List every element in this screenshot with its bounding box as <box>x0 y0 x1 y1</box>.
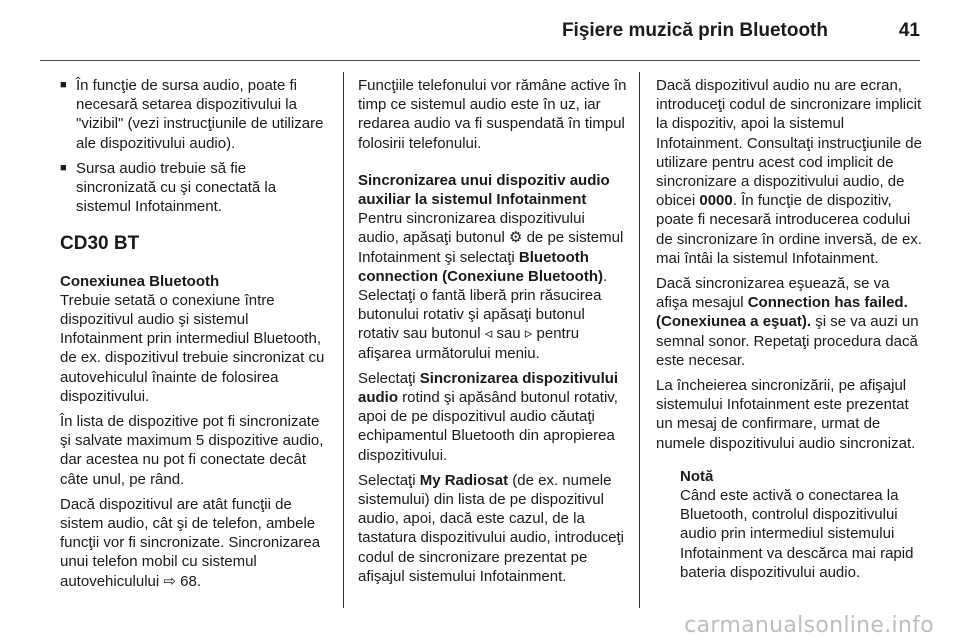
paragraph-text: Selectaţi <box>358 369 416 387</box>
subheading: Conexiunea Bluetooth <box>60 272 220 290</box>
paragraph-text: (de ex. numele sistemului) din lista de pe dispozitivul audio, apoi, dacă este cazul, de la tastatura dispozitivului audio, introduceţi codul de sincronizare prezentat pe afişajul sistemului Infotainment. <box>358 471 624 585</box>
note-title: Notă <box>680 467 714 485</box>
right-arrow-button-icon: ▹ <box>524 325 533 343</box>
paragraph: La încheierea sincronizării, pe afişajul sistemului Infotainment este prezentat un mesaj de confirmare, urmat de numele dispozitivului audio sincronizat. <box>656 377 916 452</box>
section-heading: CD30 BT <box>60 233 140 255</box>
bullet-text: Sursa audio trebuie să fie sincronizată cu şi conectată la sistemul Infotainment. <box>76 159 277 216</box>
page-reference-arrow-icon: ⇨ <box>163 572 176 590</box>
paragraph-text: sau <box>496 325 521 343</box>
paragraph-text: Dacă dispozitivul audio nu are ecran, introduceţi codul de sincronizare implicit la dispozitiv, apoi la sistemul Infotainment. Consultaţi instrucţiunile de utilizare pentru acest cod implicit de sincronizare a dispozitivului audio, de obicei <box>656 77 922 210</box>
note-box <box>680 467 924 582</box>
paragraph <box>358 209 628 363</box>
paragraph-text: Dacă sincronizarea eşuează, se va afişa mesajul <box>656 275 890 312</box>
paragraph: În lista de dispozitive pot fi sincronizate şi salvate maximum 5 dispozitive audio, dar acestea nu pot fi conectate decât câte unul, pe rând. <box>60 413 324 488</box>
paragraph: Trebuie setată o conexiune între dispozitivul audio şi sistemul Infotainment prin intermediul Bluetooth, de ex. dispozitivul trebuie sincronizat cu autovehiculul înainte de folosirea dispozitivului. <box>60 291 325 405</box>
bullet-text: În funcţie de sursa audio, poate fi necesară setarea dispozitivului la "vizibil" (vezi instrucţiunile de utilizare ale dispozitivului audio). <box>76 77 324 152</box>
paragraph <box>358 471 628 586</box>
error-message: Connection has failed. (Conexiunea a eşuat). <box>656 294 908 331</box>
paragraph-text: şi se va auzi un semnal sonor. Repetaţi procedura dacă este necesar. <box>656 313 919 369</box>
column-divider-2 <box>639 72 640 608</box>
paragraph-text: . Selectaţi o fantă liberă prin răsucirea butonului rotativ şi apăsaţi butonul rotativ sau butonul <box>358 267 608 343</box>
column-2 <box>358 76 628 592</box>
device-name: My Radiosat <box>419 471 509 489</box>
settings-button-icon: ⚙ <box>508 229 523 247</box>
note-text: Când este activă o conectarea la Bluetooth, controlul dispozitivului audio prin intermediul sistemului Infotainment va descărca mai rapid bateria dispozitivului audio. <box>680 487 914 581</box>
page-reference: 68. <box>180 572 202 590</box>
menu-item-name: Bluetooth connection (Conexiune Bluetooth) <box>358 248 603 285</box>
watermark: carmanualsonline.info <box>684 613 934 638</box>
bullet-item <box>60 76 330 153</box>
paragraph <box>656 274 924 370</box>
column-3 <box>656 76 924 582</box>
subheading: Sincronizarea unui dispozitiv audio auxiliar la sistemul Infotainment <box>358 171 610 209</box>
page-number: 41 <box>898 20 920 41</box>
column-divider-1 <box>343 72 344 608</box>
bullet-item <box>60 159 330 217</box>
paragraph <box>358 369 628 465</box>
default-code: 0000 <box>699 192 733 210</box>
paragraph-text: de pe sistemul Infotainment şi selectaţi <box>358 229 624 266</box>
left-arrow-button-icon: ◃ <box>484 325 493 343</box>
paragraph <box>60 495 330 591</box>
page-header-title: Fişiere muzică prin Bluetooth <box>561 20 828 41</box>
menu-item-name: Sincronizarea dispozitivului audio <box>358 369 619 407</box>
paragraph-text: pentru afişarea următorului meniu. <box>358 325 580 362</box>
paragraph <box>656 76 924 268</box>
bullet-square-icon: ■ <box>60 161 67 174</box>
paragraph-text: Pentru sincronizarea dispozitivului audio, apăsaţi butonul <box>358 210 585 247</box>
column-1 <box>60 76 330 597</box>
header-rule <box>40 60 920 61</box>
paragraph-text: rotind şi apăsând butonul rotativ, apoi de pe dispozitivul audio căutaţi echipamentul Bluetooth din apropierea dispozitivului. <box>358 389 618 464</box>
paragraph-text: . În funcţie de dispozitiv, poate fi necesară introducerea codului de sincronizare în ordine inversă, de ex. mai întâi la sistemul Infotainment. <box>656 192 922 267</box>
paragraph-text: Selectaţi <box>358 471 416 489</box>
paragraph: Funcţiile telefonului vor rămâne active în timp ce sistemul audio este în uz, iar redarea audio va fi suspendată în timpul folosirii telefonului. <box>358 77 627 152</box>
bullet-square-icon: ■ <box>60 79 67 91</box>
paragraph-text: Dacă dispozitivul are atât funcţii de sistem audio, cât şi de telefon, ambele funcţii vor fi sincronizate. Sincronizarea unui telefon mobil cu sistemul autovehiculului <box>60 495 321 590</box>
